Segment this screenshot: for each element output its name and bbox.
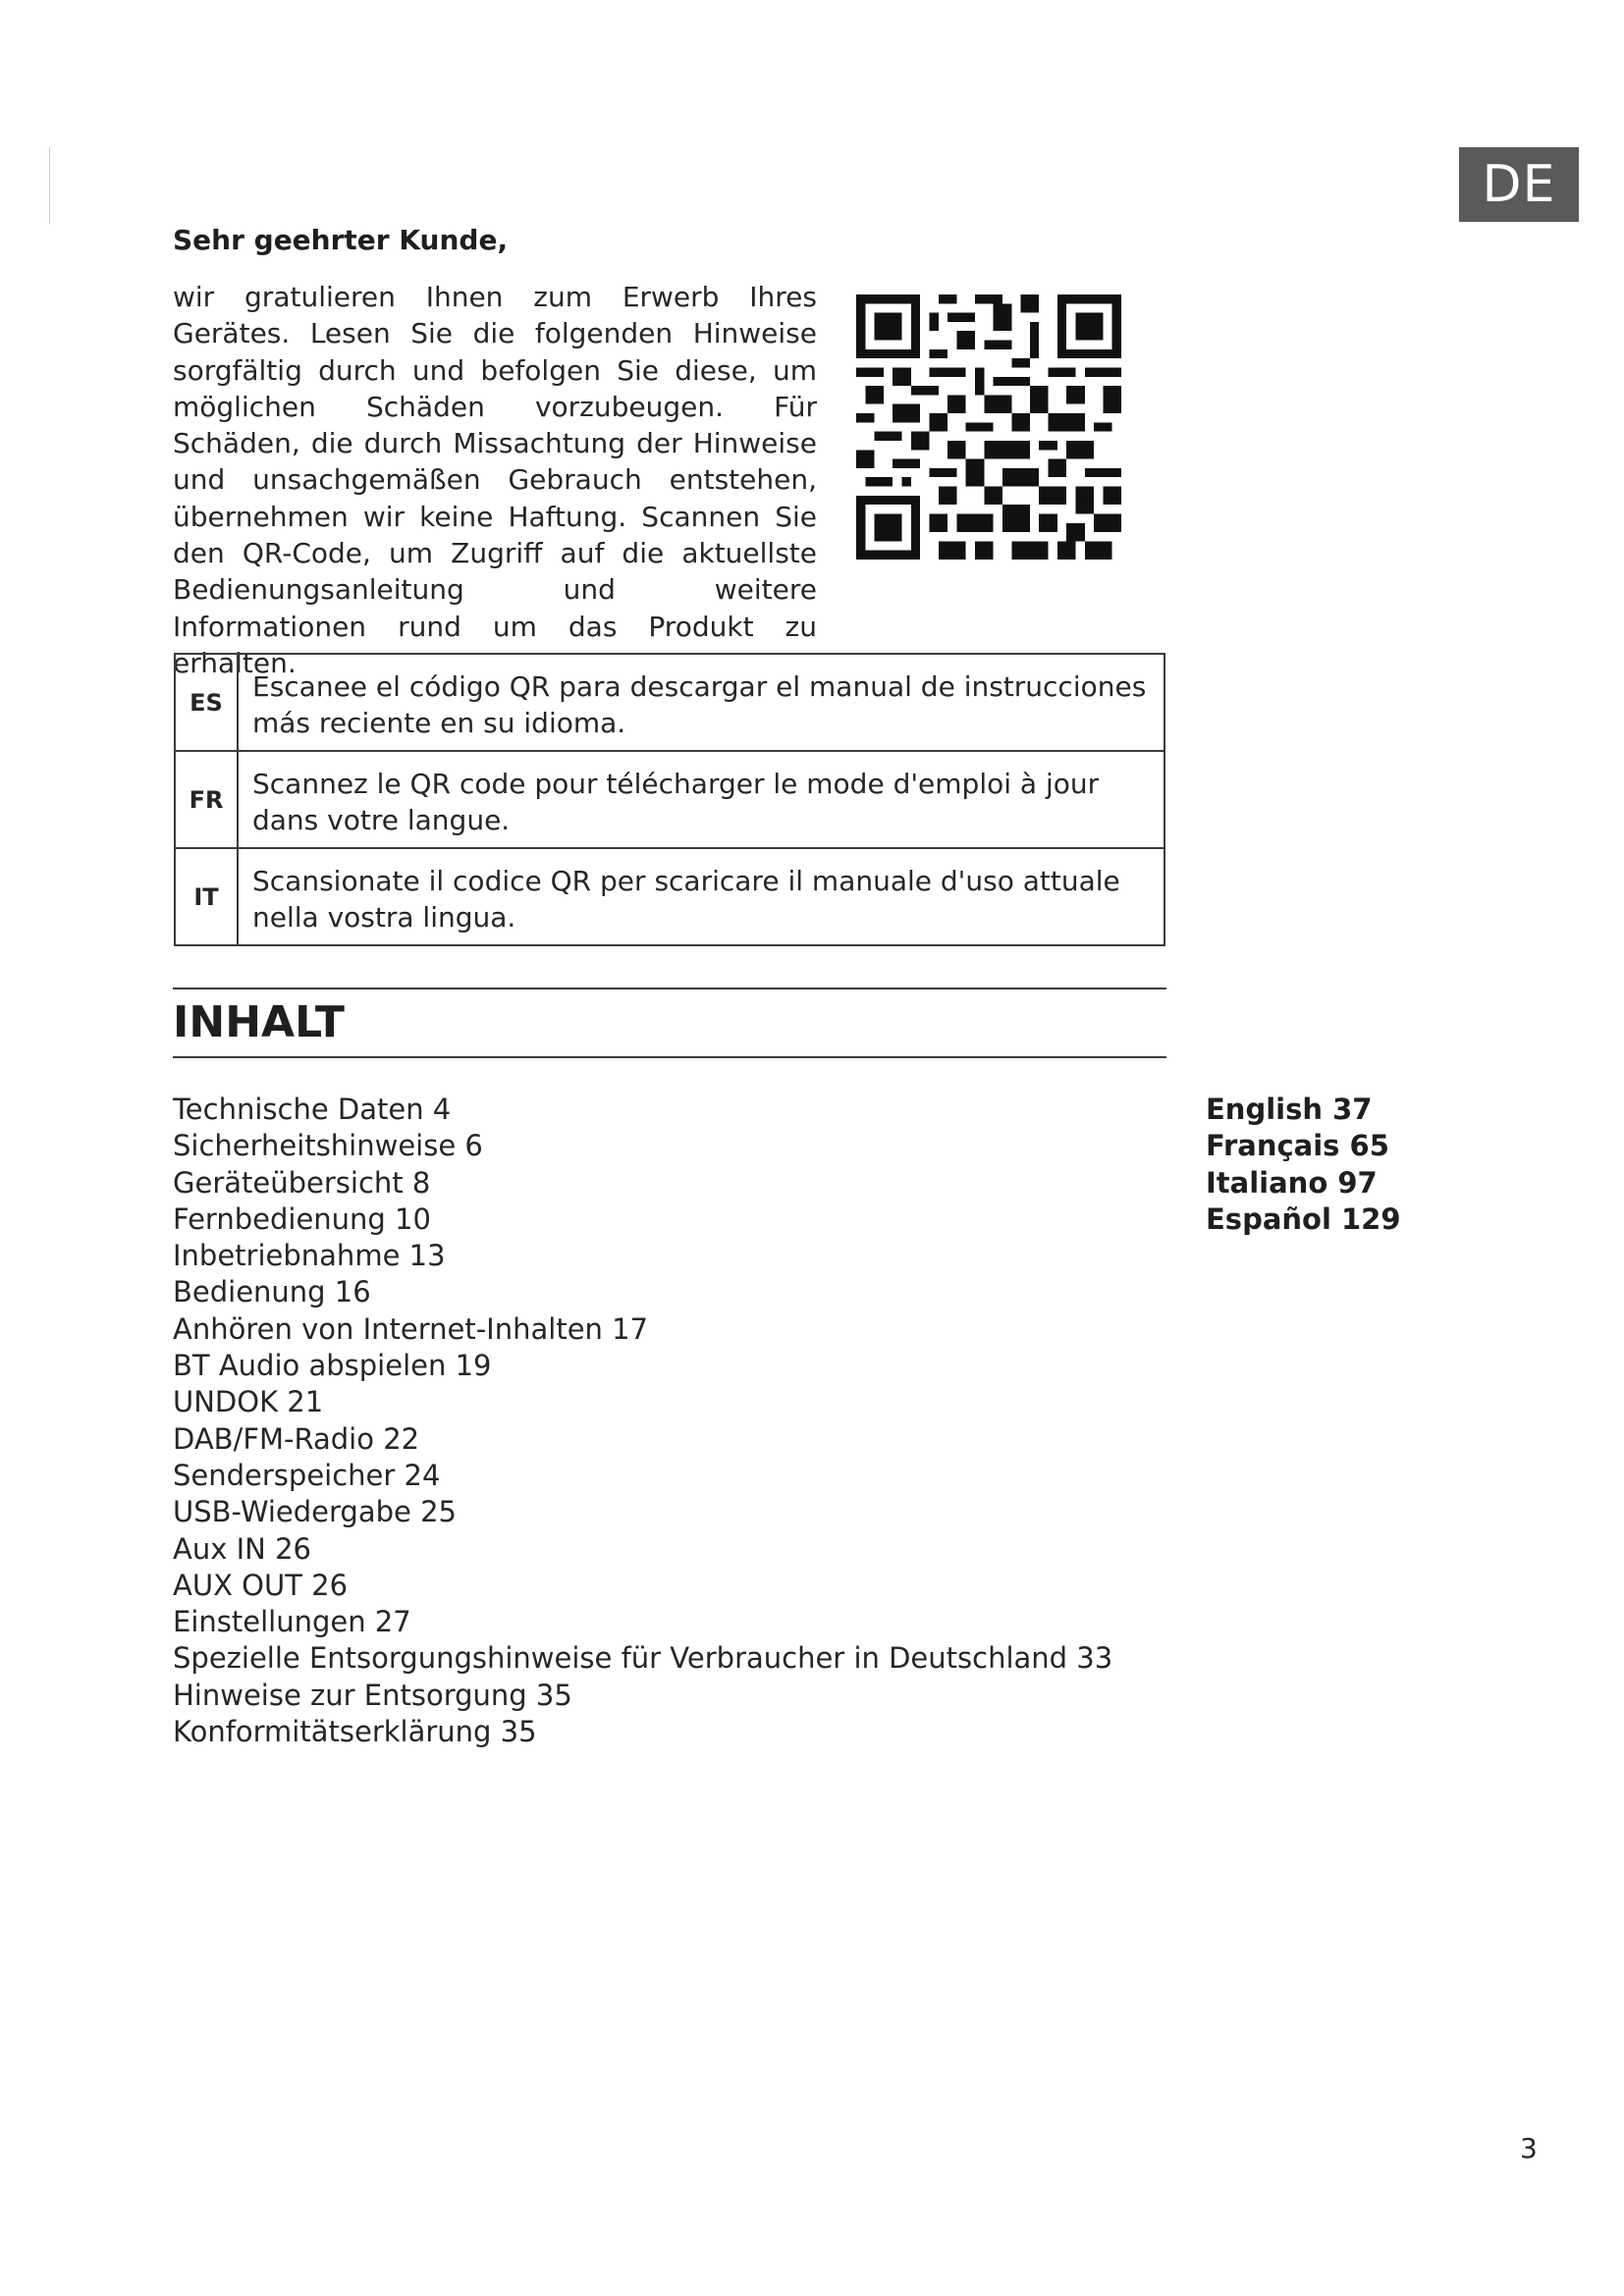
qr-code [856,294,1121,560]
page-number: 3 [1520,2132,1538,2164]
greeting: Sehr geehrter Kunde, [173,224,509,256]
toc-entry: USB-Wiedergabe 25 [173,1495,457,1529]
toc-entry: Konformitätserklärung 35 [173,1715,537,1749]
language-section-entry: English 37 [1206,1093,1373,1126]
language-instruction: Escanee el código QR para descargar el manual de instrucciones más reciente en su idioma. [238,654,1164,751]
toc-entry: Technische Daten 4 [173,1093,452,1126]
toc-entry: Fernbedienung 10 [173,1201,431,1236]
toc-entry: AUX OUT 26 [173,1568,349,1602]
language-code: ES [175,654,238,751]
toc-entry: Bedienung 16 [173,1275,371,1309]
toc-entry: Geräteübersicht 8 [173,1165,431,1200]
language-instruction: Scannez le QR code pour télécharger le mode d'emploi à jour dans votre langue. [238,751,1164,848]
toc-entry: Einstellungen 27 [173,1605,411,1639]
toc-entry: Spezielle Entsorgungshinweise für Verbraucher in Deutschland 33 [173,1641,1113,1676]
toc-entry: BT Audio abspielen 19 [173,1349,492,1383]
table-row [175,751,1164,848]
toc-entry: UNDOK 21 [173,1385,324,1419]
table-row [175,654,1164,751]
toc-entry: DAB/FM-Radio 22 [173,1421,420,1456]
table-of-contents [173,1092,1112,1750]
language-code: FR [175,751,238,848]
language-code: IT [175,848,238,945]
language-section-entry: Français 65 [1206,1129,1389,1163]
language-tab: DE [1459,147,1579,222]
margin-rule [49,147,50,224]
language-instruction: Scansionate il codice QR per scaricare il manuale d'uso attuale nella vostra lingua. [238,848,1164,945]
toc-entry: Sicherheitshinweise 6 [173,1129,483,1163]
language-section-entry: Español 129 [1206,1201,1401,1236]
heading-rule-bottom [173,1056,1166,1058]
table-row [175,848,1164,945]
heading-rule-top [173,988,1166,989]
toc-entry: Inbetriebnahme 13 [173,1239,446,1273]
qr-language-table [174,653,1165,946]
toc-entry: Senderspeicher 24 [173,1458,441,1492]
toc-entry: Hinweise zur Entsorgung 35 [173,1678,572,1712]
toc-entry: Aux IN 26 [173,1531,311,1566]
toc-heading: INHALT [173,997,345,1047]
other-language-index [1206,1092,1401,1238]
intro-paragraph: wir gratulieren Ihnen zum Erwerb Ihres Gerätes. Lesen Sie die folgenden Hinweise sorgfältig durch und befolgen Sie diese, um möglichen Schäden vorzubeugen. Für Schäden, die durch Missachtung der Hinweise und unsachgemäßen Gebrauch entstehen, übernehmen wir keine Haftung. Scannen Sie den QR-Code, um Zugriff auf die aktuellste Bedienungsanleitung und weitere Informationen rund um das Produkt zu erhalten. [173,281,817,679]
language-section-entry: Italiano 97 [1206,1165,1378,1200]
toc-entry: Anhören von Internet-Inhalten 17 [173,1311,649,1346]
